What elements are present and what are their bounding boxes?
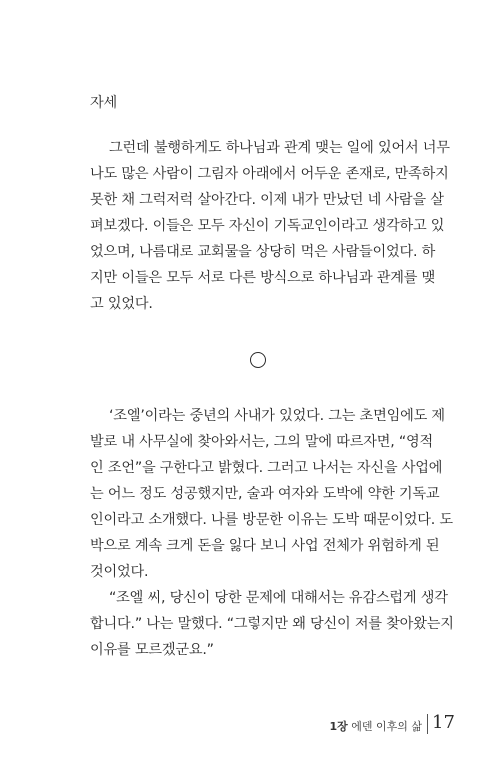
paragraph-3-line-1: “조엘 씨, 당신이 당한 문제에 대해서는 유감스럽게 생각 [109, 590, 448, 606]
paragraph-2-line-6: 박으로 계속 크게 돈을 잃다 보니 사업 전체가 위험하게 된 [90, 538, 440, 554]
paragraph-1-line-5: 었으며, 나름대로 교회물을 상당히 먹은 사람들이었다. 하 [90, 244, 436, 260]
paragraph-1-line-3: 못한 채 그럭저럭 살아간다. 이제 내가 만났던 네 사람을 살 [90, 192, 444, 208]
paragraph-2-line-5: 인이라고 소개했다. 나를 방문한 이유는 도박 때문이었다. 도 [90, 512, 453, 528]
paragraph-1-line-2: 나도 많은 사람이 그림자 아래에서 어두운 존재로, 만족하지 [90, 166, 449, 182]
paragraph-3-line-2: 합니다.” 나는 말했다. “그렇지만 왜 당신이 저를 찾아왔는지 [90, 616, 454, 632]
paragraph-1-line-7: 고 있었다. [90, 296, 153, 312]
paragraph-2-line-1: ‘조엘’이라는 중년의 사내가 있었다. 그는 초면임에도 제 [109, 408, 445, 424]
paragraph-1-line-4: 펴보겠다. 이들은 모두 자신이 기독교인이라고 생각하고 있 [90, 218, 445, 234]
paragraph-2-line-2: 발로 내 사무실에 찾아와서는, 그의 말에 따르자면, “영적 [90, 434, 434, 450]
paragraph-2-line-3: 인 조언”을 구한다고 밝혔다. 그러고 나서는 자신을 사업에 [90, 460, 443, 476]
chapter-label: 1장 [329, 720, 348, 733]
chapter-title: 에덴 이후의 삶 [351, 720, 422, 733]
paragraph-2-line-7: 것이었다. [90, 564, 149, 580]
paragraph-1-line-1: 그런데 불행하게도 하나님과 관계 맺는 일에 있어서 너무 [109, 140, 450, 156]
text-line-section-end: 자세 [90, 95, 118, 111]
running-header-chapter [329, 718, 422, 734]
paragraph-1-line-6: 지만 이들은 모두 서로 다른 방식으로 하나님과 관계를 맺 [90, 270, 436, 286]
page-footer [0, 714, 500, 738]
paragraph-3-line-3: 이유를 모르겠군요.” [90, 642, 214, 658]
page-number: 17 [432, 712, 455, 733]
paragraph-2-line-4: 는 어느 정도 성공했지만, 술과 여자와 도박에 약한 기독교 [90, 486, 440, 502]
section-break-circle-icon [250, 352, 266, 368]
footer-divider [427, 714, 428, 734]
